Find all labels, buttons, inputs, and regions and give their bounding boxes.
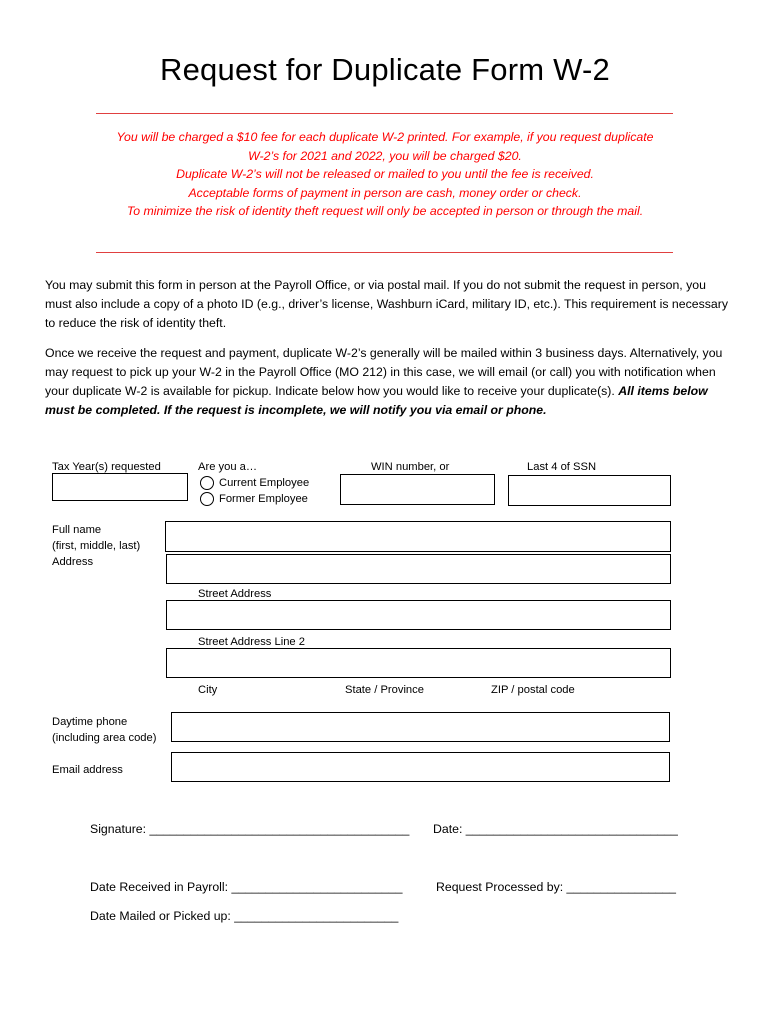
street-address-line2-input[interactable] (166, 600, 671, 630)
instructions-paragraph (45, 344, 730, 420)
phone-label: Daytime phone (52, 716, 128, 728)
street-address-input[interactable] (166, 554, 671, 584)
former-employee-radio[interactable] (200, 492, 214, 506)
full-name-input[interactable] (165, 521, 671, 552)
processed-by-line: Request Processed by: ________________ (436, 880, 676, 894)
street-address-line2-label: Street Address Line 2 (198, 636, 305, 648)
win-label: WIN number, or (371, 461, 450, 473)
phone-input[interactable] (171, 712, 670, 742)
full-name-label: Full name (52, 524, 102, 536)
zip-label: ZIP / postal code (491, 684, 575, 696)
ssn-last4-input[interactable] (508, 475, 671, 506)
ssn-label: Last 4 of SSN (527, 461, 597, 473)
notice-line: Acceptable forms of payment in person are cash, money order or check. (188, 185, 582, 200)
notice-line: You will be charged a $10 fee for each duplicate W-2 printed. For example, if you request duplicate (116, 130, 654, 144)
page-title: Request for Duplicate Form W-2 (160, 52, 610, 87)
bottom-divider (96, 252, 673, 253)
address-label: Address (52, 556, 94, 568)
tax-year-input[interactable] (52, 473, 188, 501)
state-label: State / Province (345, 684, 424, 696)
former-employee-label: Former Employee (219, 493, 308, 505)
current-employee-radio[interactable] (200, 476, 214, 490)
city-label: City (198, 684, 218, 696)
notice-line: Duplicate W-2’s will not be released or mailed to you until the fee is received. (176, 167, 594, 182)
win-number-input[interactable] (340, 474, 495, 505)
top-divider (96, 113, 673, 114)
email-input[interactable] (171, 752, 670, 782)
street-address-label: Street Address (198, 588, 272, 600)
city-state-zip-input[interactable] (166, 648, 671, 678)
instructions-text: Once we receive the request and payment, duplicate W-2’s generally will be mailed within 3 business days. Alternatively, you may request to pick up your W-2 in the Payroll Office (MO 212) in this case, we will email (or call) you with notification when your duplicate W-2 is available for pickup. Indicate below how you would like to receive your duplicate(s). (45, 346, 723, 398)
tax-year-label: Tax Year(s) requested (52, 461, 161, 473)
notice-line: W-2’s for 2021 and 2022, you will be charged $20. (248, 148, 522, 163)
fee-notice (90, 128, 680, 221)
employee-type-label: Are you a… (198, 461, 258, 473)
signature-line[interactable]: Signature: ______________________________________ (90, 822, 410, 836)
notice-line: To minimize the risk of identity theft request will only be accepted in person or through the mail. (126, 204, 644, 219)
date-mailed-line: Date Mailed or Picked up: ________________________ (90, 909, 399, 923)
instructions-required-note: All items below must be completed. If the request is incomplete, we will notify you via email or phone. (45, 384, 708, 417)
phone-hint: (including area code) (52, 732, 157, 744)
intro-paragraph: You may submit this form in person at the Payroll Office, or via postal mail. If you do not submit the request in person, you must also include a copy of a photo ID (e.g., driver’s license, Washburn iCard, military ID, etc.). This requirement is necessary to reduce the risk of identity theft. (45, 278, 728, 330)
email-label: Email address (52, 764, 123, 776)
date-received-line: Date Received in Payroll: _________________________ (90, 880, 403, 894)
date-line[interactable]: Date: _______________________________ (433, 822, 678, 836)
current-employee-label: Current Employee (219, 477, 310, 489)
full-name-hint: (first, middle, last) (52, 540, 141, 552)
